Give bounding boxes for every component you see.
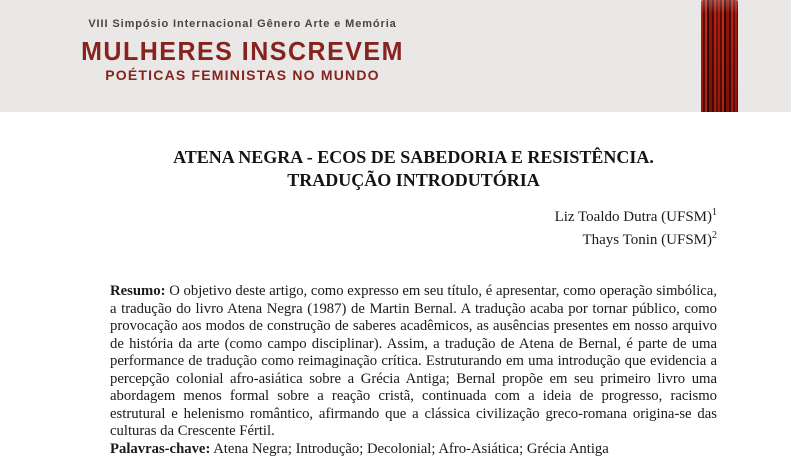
keywords-label: Palavras-chave: <box>110 440 211 457</box>
keywords-text: Atena Negra; Introdução; Decolonial; Afro-Asiática; Grécia Antiga <box>210 440 609 457</box>
author-name: Thays Tonin (UFSM) <box>582 232 712 248</box>
red-threads-icon <box>701 0 738 112</box>
keywords-line <box>110 441 717 459</box>
author-line <box>110 229 717 252</box>
event-subtitle: POÉTICAS FEMINISTAS NO MUNDO <box>105 67 380 83</box>
author-line <box>110 206 717 229</box>
paper-title-line2: TRADUÇÃO INTRODUTÓRIA <box>287 170 540 190</box>
event-edition-label: VIII Simpósio Internacional Gênero Arte e Memória <box>88 18 397 30</box>
abstract-paragraph <box>110 283 717 441</box>
event-banner <box>0 0 791 112</box>
abstract-label: Resumo: <box>110 283 166 299</box>
event-title: MULHERES INSCREVEM <box>81 37 404 67</box>
abstract-text: O objetivo deste artigo, como expresso em seu título, é apresentar, como operação simbólica, a tradução do livro Atena Negra (1987) de Martin Bernal. A tradução acaba por tornar público, como provocação aos modos de construção de saberes acadêmicos, as ausências presentes em nosso arquivo de história da arte (como campo disciplinar). Assim, a tradução de Atena de Bernal, é parte de uma performance de tradução como reimaginação crítica. Estruturando em uma introdução que evidencia a percepção colonial afro-asiática sobre a Grécia Antiga; Bernal propõe em seu primeiro livro uma abordagem menos formal sobre a reação cristã, continuada com a ideia de progresso, racismo estrutural e helenismo romântico, afirmando que a clássica civilização greco-romana origina-se das culturas da Crescente Fértil. <box>110 283 717 439</box>
author-footnote-ref: 1 <box>712 207 717 218</box>
event-banner-text <box>65 18 420 83</box>
author-name: Liz Toaldo Dutra (UFSM) <box>554 209 712 225</box>
abstract-section <box>110 283 717 458</box>
author-footnote-ref: 2 <box>712 230 717 241</box>
authors-block <box>110 206 717 252</box>
paper-title <box>110 146 717 192</box>
paper-title-line1: ATENA NEGRA - ECOS DE SABEDORIA E RESISTÊNCIA. <box>173 147 654 167</box>
